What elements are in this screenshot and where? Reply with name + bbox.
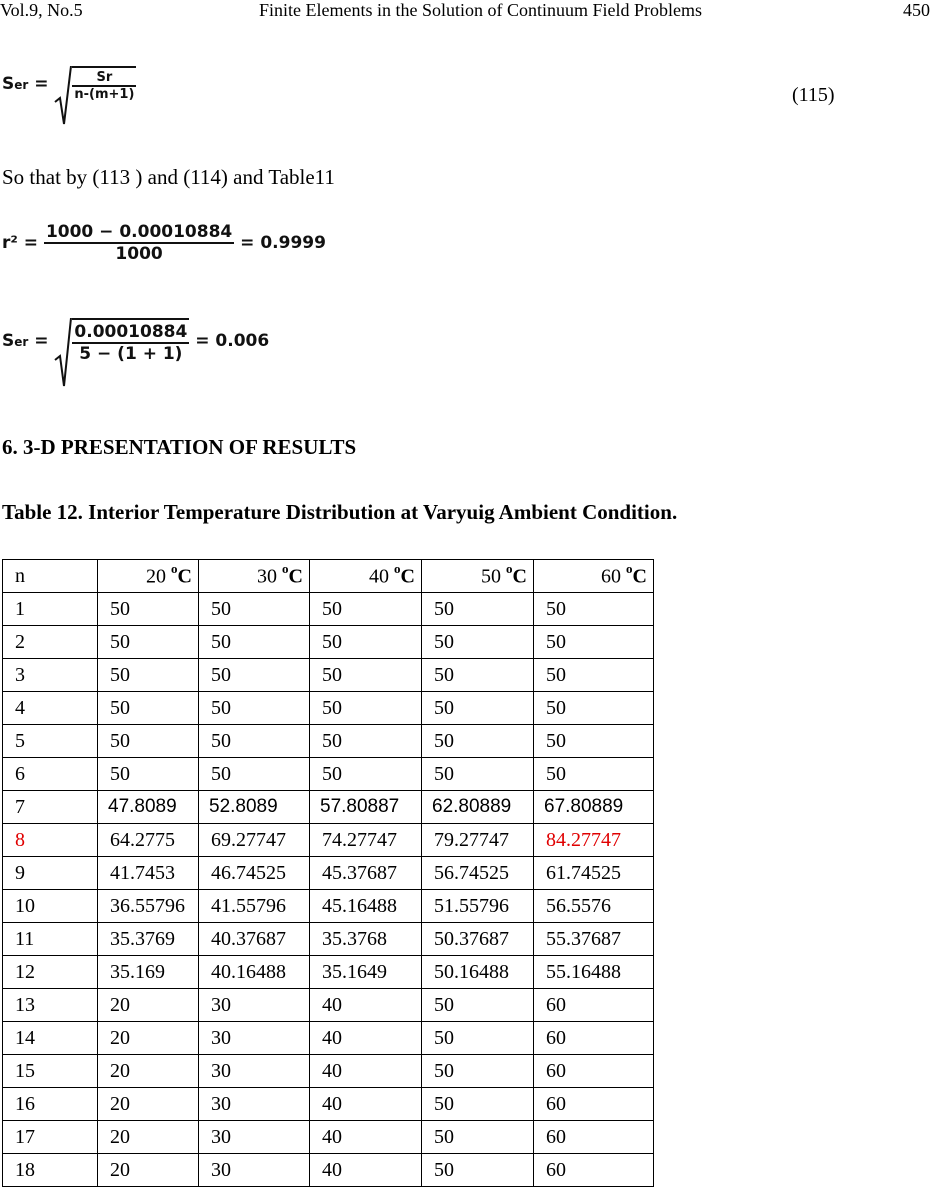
- header-60c: 60 $^o$C: [534, 560, 654, 593]
- equation-115: Ser = $\frac{Sr}{n-(m+1)}$: [2, 66, 136, 102]
- table-cell: 40: [310, 1088, 422, 1121]
- r2-result: = 0.9999: [240, 233, 326, 253]
- header-page-number: 450: [903, 0, 930, 20]
- table-row: [3, 725, 654, 758]
- table-row: [3, 593, 654, 626]
- table-cell: 30: [199, 989, 310, 1022]
- table-cell: 30: [199, 1088, 310, 1121]
- eq115-lhs: Ser: [2, 74, 29, 94]
- table-cell: 50: [422, 1055, 534, 1088]
- table-cell: 35.3768: [310, 923, 422, 956]
- ser-result: = 0.006: [195, 331, 270, 351]
- table-row: [3, 824, 654, 857]
- table-cell: 56.74525: [422, 857, 534, 890]
- table-cell: 35.3769: [98, 923, 199, 956]
- table-cell: 50: [98, 593, 199, 626]
- table-cell: 50: [422, 692, 534, 725]
- table-cell: 50: [534, 692, 654, 725]
- sqrt-symbol: [54, 66, 136, 102]
- table-cell: 50: [98, 626, 199, 659]
- equation-ser: Ser = $\frac{0.00010884}{5 - (1 + 1)}$ = 0.006: [2, 318, 269, 364]
- table-cell: 50: [199, 725, 310, 758]
- row-index-cell: 10: [3, 890, 98, 923]
- table-cell: 50: [310, 626, 422, 659]
- table-row: [3, 626, 654, 659]
- table-cell: 60: [534, 989, 654, 1022]
- row-index-cell: 14: [3, 1022, 98, 1055]
- table-cell: 20: [98, 1055, 199, 1088]
- row-index-cell: 13: [3, 989, 98, 1022]
- row-index-cell: 7: [3, 791, 98, 824]
- table-cell: 50: [422, 659, 534, 692]
- table-cell: 41.7453: [98, 857, 199, 890]
- row-index-cell: 6: [3, 758, 98, 791]
- ser-numerator: 0.00010884: [74, 322, 188, 342]
- table-cell: 51.55796: [422, 890, 534, 923]
- row-index-cell: 12: [3, 956, 98, 989]
- table-cell: 50: [534, 725, 654, 758]
- table-cell: 62.80889: [422, 791, 534, 824]
- intro-text: So that by (113 ) and (114) and Table11: [2, 165, 335, 189]
- table-cell: 40: [310, 1121, 422, 1154]
- table-cell: 20: [98, 989, 199, 1022]
- table-cell: 50: [422, 989, 534, 1022]
- row-index-cell: 3: [3, 659, 98, 692]
- header-40c: 40 $^o$C: [310, 560, 422, 593]
- table-cell: 50: [534, 626, 654, 659]
- table-cell: 60: [534, 1088, 654, 1121]
- r2-lhs: r²: [2, 233, 18, 253]
- header-volume: Vol.9, No.5: [0, 0, 83, 20]
- row-index-cell: 9: [3, 857, 98, 890]
- table-cell: 30: [199, 1121, 310, 1154]
- table-cell: 50: [199, 758, 310, 791]
- table-cell: 61.74525: [534, 857, 654, 890]
- row-index-cell: 11: [3, 923, 98, 956]
- table-cell: 50: [199, 659, 310, 692]
- table-row: [3, 989, 654, 1022]
- table-row: [3, 890, 654, 923]
- table-cell: 50: [422, 725, 534, 758]
- row-index-cell: 17: [3, 1121, 98, 1154]
- table-cell: 50: [534, 758, 654, 791]
- table-cell: 50: [422, 1088, 534, 1121]
- table-cell: 57.80887: [310, 791, 422, 824]
- row-index-cell: 4: [3, 692, 98, 725]
- ser-lhs: Ser: [2, 331, 29, 351]
- table-cell: 35.1649: [310, 956, 422, 989]
- table-cell: 50: [310, 593, 422, 626]
- table-cell: 60: [534, 1154, 654, 1187]
- row-index-cell: 5: [3, 725, 98, 758]
- table-cell: 35.169: [98, 956, 199, 989]
- eq115-denominator: n-(m+1): [74, 87, 135, 102]
- table-row: [3, 857, 654, 890]
- table-cell: 40.37687: [199, 923, 310, 956]
- row-index-cell: 15: [3, 1055, 98, 1088]
- table-cell: 50: [199, 626, 310, 659]
- section-heading: 6. 3-D PRESENTATION OF RESULTS: [2, 435, 357, 459]
- table-cell: 50: [422, 1154, 534, 1187]
- table-cell: 46.74525: [199, 857, 310, 890]
- row-index-cell: 1: [3, 593, 98, 626]
- equation-r-squared: r² = $\frac{1000 - 0.00010884}{1000}$ = 0.9999: [2, 222, 326, 264]
- table-cell: 79.27747: [422, 824, 534, 857]
- table-cell: 36.55796: [98, 890, 199, 923]
- table-cell: 50: [422, 626, 534, 659]
- table-row: [3, 791, 654, 824]
- table-cell: 69.27747: [199, 824, 310, 857]
- table-cell: 50: [422, 593, 534, 626]
- table-cell: 50: [199, 692, 310, 725]
- header-30c: 30 $^o$C: [199, 560, 310, 593]
- table-header-row: [3, 560, 654, 593]
- table-cell: 50: [98, 758, 199, 791]
- table-cell: 47.8089: [98, 791, 199, 824]
- temperature-table: [2, 559, 654, 1187]
- table-cell: 52.8089: [199, 791, 310, 824]
- table-cell: 50: [534, 593, 654, 626]
- table-row: [3, 1088, 654, 1121]
- table-cell: 20: [98, 1154, 199, 1187]
- table-cell: 50: [422, 758, 534, 791]
- table-cell: 20: [98, 1088, 199, 1121]
- table-cell: 50: [98, 659, 199, 692]
- table-cell: 84.27747: [534, 824, 654, 857]
- table-row: [3, 956, 654, 989]
- r2-denominator: 1000: [115, 244, 163, 264]
- table-cell: 50: [310, 692, 422, 725]
- table-cell: 50: [310, 659, 422, 692]
- table-cell: 30: [199, 1022, 310, 1055]
- table-caption: Table 12. Interior Temperature Distribution at Varyuig Ambient Condition.: [2, 500, 678, 524]
- table-cell: 50: [422, 1022, 534, 1055]
- ser-denominator: 5 − (1 + 1): [79, 344, 183, 364]
- radical-icon: [54, 66, 72, 126]
- r2-numerator: 1000 − 0.00010884: [45, 222, 233, 242]
- table-cell: 74.27747: [310, 824, 422, 857]
- row-index-cell: 2: [3, 626, 98, 659]
- table-cell: 20: [98, 1121, 199, 1154]
- table-cell: 50.16488: [422, 956, 534, 989]
- table-row: [3, 1121, 654, 1154]
- table-cell: 50: [310, 725, 422, 758]
- header-20c: 20 $^o$C: [98, 560, 199, 593]
- table-cell: 50: [199, 593, 310, 626]
- table-cell: 30: [199, 1055, 310, 1088]
- table-cell: 40: [310, 1154, 422, 1187]
- equation-number-115: (115): [792, 84, 835, 106]
- table-cell: 40: [310, 989, 422, 1022]
- table-cell: 45.16488: [310, 890, 422, 923]
- header-50c: 50 $^o$C: [422, 560, 534, 593]
- table-cell: 50: [98, 725, 199, 758]
- table-cell: 40: [310, 1022, 422, 1055]
- table-cell: 60: [534, 1055, 654, 1088]
- table-cell: 30: [199, 1154, 310, 1187]
- table-cell: 45.37687: [310, 857, 422, 890]
- table-cell: 67.80889: [534, 791, 654, 824]
- table-cell: 60: [534, 1121, 654, 1154]
- table-cell: 55.37687: [534, 923, 654, 956]
- eq115-numerator: Sr: [72, 70, 136, 87]
- row-index-cell: 16: [3, 1088, 98, 1121]
- table-row: [3, 1055, 654, 1088]
- row-index-cell: 18: [3, 1154, 98, 1187]
- table-cell: 50: [310, 758, 422, 791]
- table-cell: 41.55796: [199, 890, 310, 923]
- radical-icon: [54, 318, 72, 388]
- header-n: n: [3, 560, 98, 593]
- table-cell: 40.16488: [199, 956, 310, 989]
- table-cell: 50: [534, 659, 654, 692]
- table-row: [3, 923, 654, 956]
- table-cell: 64.2775: [98, 824, 199, 857]
- table-row: [3, 1022, 654, 1055]
- table-cell: 50.37687: [422, 923, 534, 956]
- table-cell: 60: [534, 1022, 654, 1055]
- table-row: [3, 758, 654, 791]
- table-row: [3, 659, 654, 692]
- table-row: [3, 692, 654, 725]
- table-cell: 20: [98, 1022, 199, 1055]
- table-cell: 55.16488: [534, 956, 654, 989]
- table-cell: 50: [422, 1121, 534, 1154]
- header-title: Finite Elements in the Solution of Continuum Field Problems: [259, 0, 702, 20]
- table-cell: 50: [98, 692, 199, 725]
- row-index-cell: 8: [3, 824, 98, 857]
- table-cell: 40: [310, 1055, 422, 1088]
- table-cell: 56.5576: [534, 890, 654, 923]
